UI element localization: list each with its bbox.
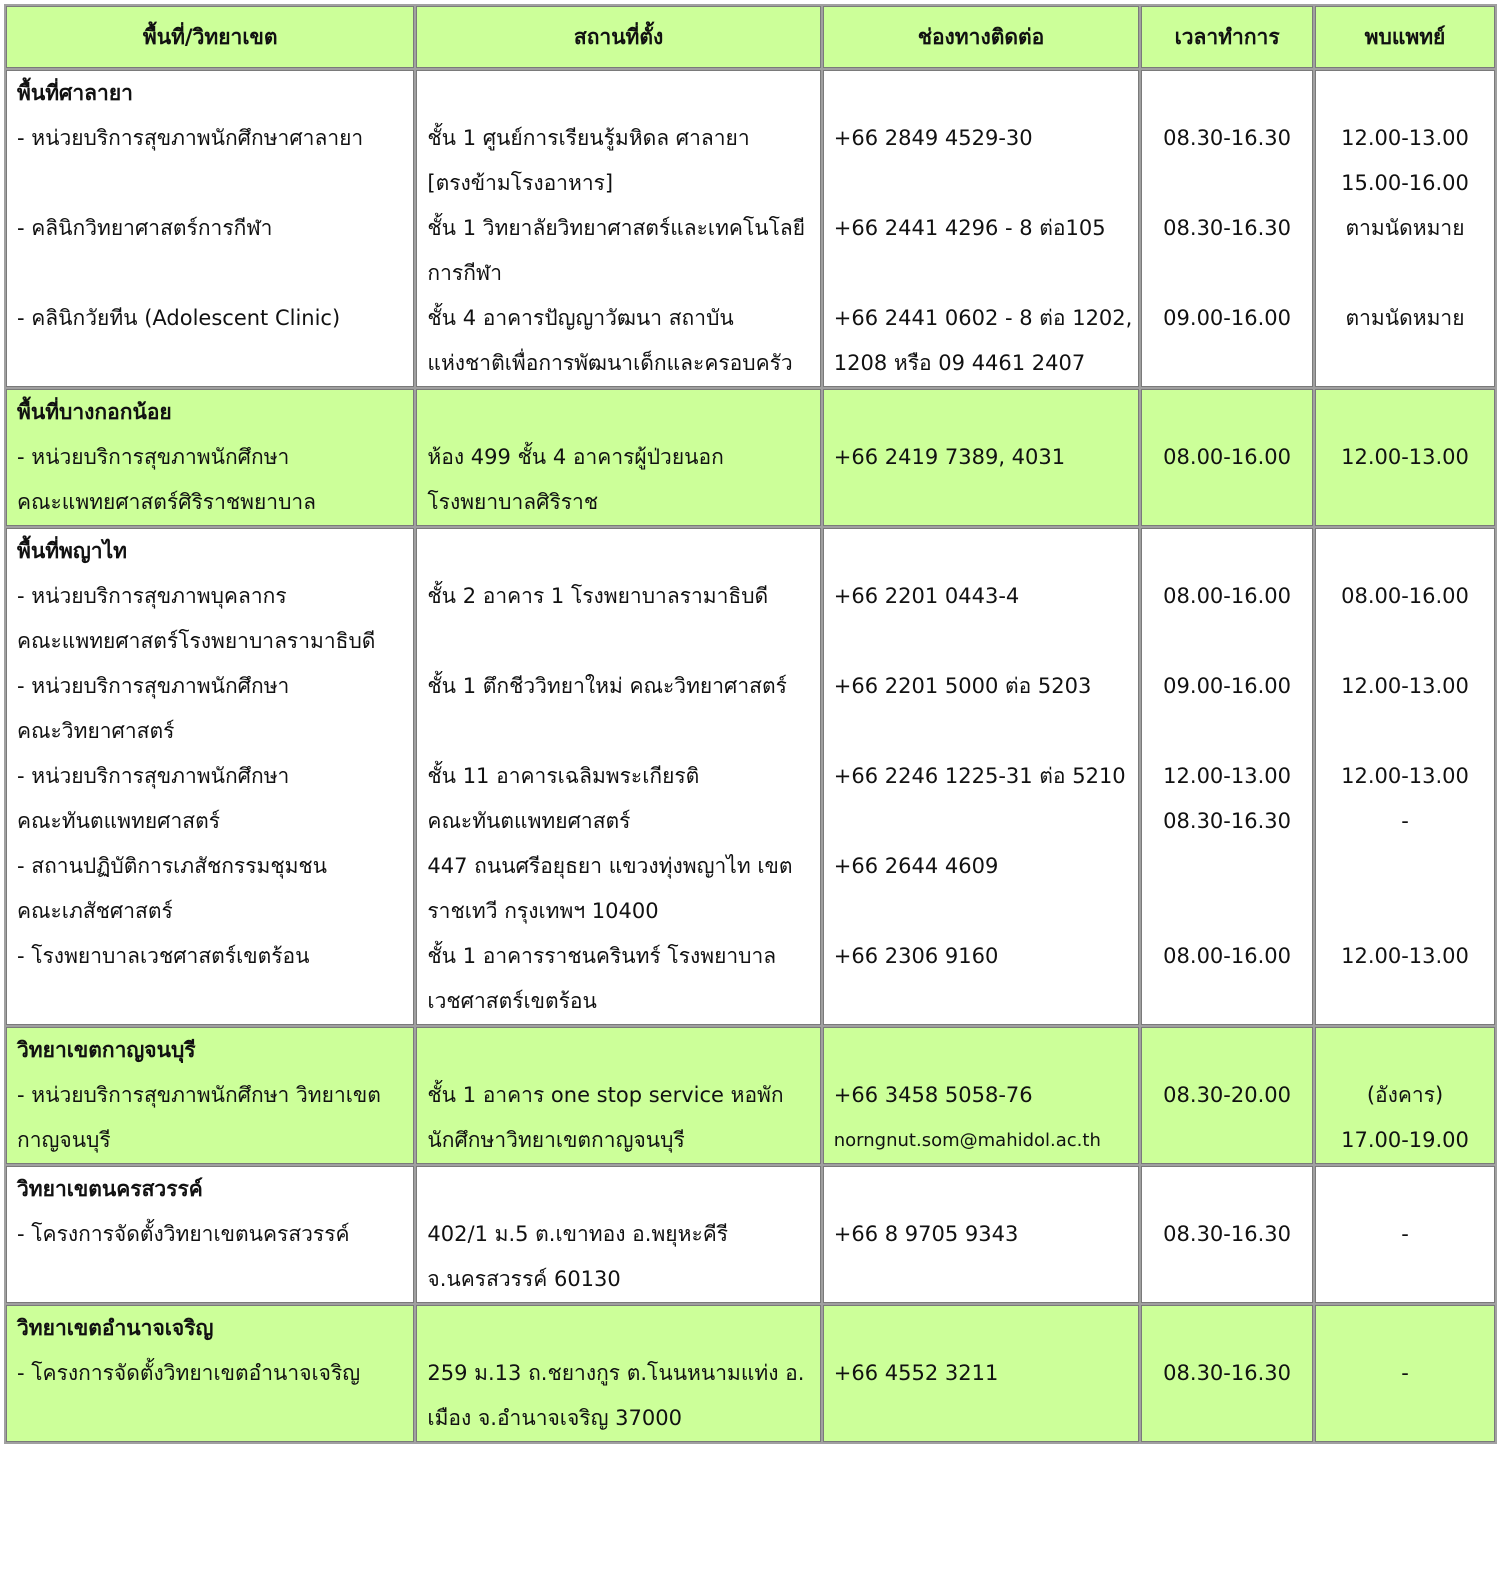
doctor-time: 12.00-13.00 [1341, 126, 1469, 150]
area-cell [6, 389, 414, 526]
doctor-time: 08.00-16.00 [1341, 584, 1469, 608]
phone-number: 1208 หรือ 09 4461 2407 [833, 351, 1086, 375]
email-address[interactable]: norngnut.som@mahidol.ac.th [833, 1130, 1101, 1151]
unit-name: - หน่วยบริการสุขภาพนักศึกษา [17, 764, 290, 788]
hours-text: 09.00-16.00 [1163, 306, 1291, 330]
location-text: ห้อง 499 ชั้น 4 อาคารผู้ป่วยนอก [427, 445, 724, 469]
table-row-amnatcharoen [6, 1305, 1495, 1442]
location-cell [416, 70, 820, 387]
doctor-time: ตามนัดหมาย [1345, 306, 1465, 330]
area-title: พื้นที่พญาไท [17, 539, 127, 563]
header-area: พื้นที่/วิทยาเขต [6, 6, 414, 68]
location-cell [416, 1166, 820, 1303]
contact-cell [823, 1027, 1139, 1164]
table-row-bangkoknoi [6, 389, 1495, 526]
unit-name: - หน่วยบริการสุขภาพนักศึกษา วิทยาเขต [17, 1083, 381, 1107]
doctor-time: 15.00-16.00 [1341, 171, 1469, 195]
hours-text: 08.30-16.30 [1163, 809, 1291, 833]
hours-text: 08.30-16.30 [1163, 126, 1291, 150]
area-title: วิทยาเขตกาญจนบุรี [17, 1038, 196, 1062]
doctor-time: (อังคาร) [1366, 1083, 1444, 1107]
header-contact: ช่องทางติดต่อ [823, 6, 1139, 68]
doctor-cell [1315, 1166, 1495, 1303]
table-row-phayathai [6, 528, 1495, 1025]
doctor-cell [1315, 528, 1495, 1025]
location-text: ชั้น 4 อาคารปัญญาวัฒนา สถาบัน [427, 306, 734, 330]
unit-name: คณะวิทยาศาสตร์ [17, 719, 175, 743]
doctor-time: - [1401, 1222, 1409, 1246]
unit-name: - โครงการจัดตั้งวิทยาเขตอำนาจเจริญ [17, 1361, 361, 1385]
location-text: 402/1 ม.5 ต.เขาทอง อ.พยุหะคีรี [427, 1222, 729, 1246]
area-title: พื้นที่ศาลายา [17, 81, 133, 105]
doctor-time: ตามนัดหมาย [1345, 216, 1465, 240]
unit-name: กาญจนบุรี [17, 1128, 111, 1152]
header-hours: เวลาทำการ [1141, 6, 1313, 68]
phone-number: +66 2849 4529-30 [833, 126, 1033, 150]
table-row-salaya [6, 70, 1495, 387]
hours-text: 09.00-16.00 [1163, 674, 1291, 698]
phone-number: +66 2201 5000 ต่อ 5203 [833, 674, 1092, 698]
hours-text: 08.00-16.00 [1163, 445, 1291, 469]
phone-number: +66 2441 0602 - 8 ต่อ 1202, [833, 306, 1133, 330]
doctor-time: 12.00-13.00 [1341, 445, 1469, 469]
contact-cell [823, 1166, 1139, 1303]
area-cell [6, 70, 414, 387]
unit-name: คณะแพทยศาสตร์โรงพยาบาลรามาธิบดี [17, 629, 376, 653]
hours-cell [1141, 70, 1313, 387]
doctor-time: 12.00-13.00 [1341, 764, 1469, 788]
location-text: 259 ม.13 ถ.ชยางกูร ต.โนนหนามแท่ง อ. [427, 1361, 805, 1385]
location-text: การกีฬา [427, 261, 503, 285]
location-cell [416, 1027, 820, 1164]
location-cell [416, 528, 820, 1025]
area-cell [6, 1027, 414, 1164]
unit-name: - หน่วยบริการสุขภาพนักศึกษาศาลายา [17, 126, 364, 150]
phone-number: +66 4552 3211 [833, 1361, 999, 1385]
doctor-time: 17.00-19.00 [1341, 1128, 1469, 1152]
location-text: เวชศาสตร์เขตร้อน [427, 989, 597, 1013]
unit-name: คณะแพทยศาสตร์ศิริราชพยาบาล [17, 490, 317, 514]
location-text: ชั้น 1 วิทยาลัยวิทยาศาสตร์และเทคโนโลยี [427, 216, 806, 240]
location-text: นักศึกษาวิทยาเขตกาญจนบุรี [427, 1128, 685, 1152]
unit-name: คณะเภสัชศาสตร์ [17, 899, 173, 923]
unit-name: - คลินิกวัยทีน (Adolescent Clinic) [17, 306, 341, 330]
table-row-kanchanaburi [6, 1027, 1495, 1164]
phone-number: +66 2246 1225-31 ต่อ 5210 [833, 764, 1126, 788]
unit-name: คณะทันตแพทยศาสตร์ [17, 809, 221, 833]
area-cell [6, 1305, 414, 1442]
hours-text: 08.30-16.30 [1163, 1361, 1291, 1385]
header-row [6, 6, 1495, 68]
phone-number: +66 8 9705 9343 [833, 1222, 1019, 1246]
unit-name: - หน่วยบริการสุขภาพบุคลากร [17, 584, 287, 608]
hours-text: 08.30-20.00 [1163, 1083, 1291, 1107]
location-text: ชั้น 1 อาคาร one stop service หอพัก [427, 1083, 784, 1107]
contact-cell [823, 70, 1139, 387]
location-text: 447 ถนนศรีอยุธยา แขวงทุ่งพญาไท เขต [427, 854, 793, 878]
hours-cell [1141, 1166, 1313, 1303]
location-cell [416, 1305, 820, 1442]
contact-cell [823, 1305, 1139, 1442]
area-title: พื้นที่บางกอกน้อย [17, 400, 172, 424]
doctor-time: - [1401, 1361, 1409, 1385]
hours-text: 08.00-16.00 [1163, 584, 1291, 608]
doctor-time: 12.00-13.00 [1341, 674, 1469, 698]
location-text: จ.นครสวรรค์ 60130 [427, 1267, 621, 1291]
unit-name: - โครงการจัดตั้งวิทยาเขตนครสวรรค์ [17, 1222, 350, 1246]
location-text: [ตรงข้ามโรงอาหาร] [427, 171, 614, 195]
doctor-time: - [1401, 809, 1409, 833]
location-text: โรงพยาบาลศิริราช [427, 490, 599, 514]
hours-cell [1141, 1305, 1313, 1442]
phone-number: +66 2441 4296 - 8 ต่อ105 [833, 216, 1106, 240]
hours-cell [1141, 1027, 1313, 1164]
location-text: ชั้น 2 อาคาร 1 โรงพยาบาลรามาธิบดี [427, 584, 769, 608]
unit-name: - โรงพยาบาลเวชศาสตร์เขตร้อน [17, 944, 310, 968]
phone-number: +66 2306 9160 [833, 944, 999, 968]
phone-number: +66 2419 7389, 4031 [833, 445, 1066, 469]
hours-text: 08.30-16.30 [1163, 1222, 1291, 1246]
location-text: ชั้น 1 อาคารราชนครินทร์ โรงพยาบาล [427, 944, 777, 968]
hours-text: 08.30-16.30 [1163, 216, 1291, 240]
contact-table [4, 4, 1497, 1444]
doctor-cell [1315, 1305, 1495, 1442]
hours-cell [1141, 389, 1313, 526]
header-doctor: พบแพทย์ [1315, 6, 1495, 68]
location-text: แห่งชาติเพื่อการพัฒนาเด็กและครอบครัว [427, 351, 793, 375]
area-cell [6, 1166, 414, 1303]
hours-text: 12.00-13.00 [1163, 764, 1291, 788]
unit-name: - สถานปฏิบัติการเภสัชกรรมชุมชน [17, 854, 328, 878]
location-text: ราชเทวี กรุงเทพฯ 10400 [427, 899, 659, 923]
location-text: คณะทันตแพทยศาสตร์ [427, 809, 631, 833]
area-cell [6, 528, 414, 1025]
doctor-time: 12.00-13.00 [1341, 944, 1469, 968]
contact-cell [823, 528, 1139, 1025]
phone-number: +66 3458 5058-76 [833, 1083, 1033, 1107]
header-location: สถานที่ตั้ง [416, 6, 820, 68]
contact-cell [823, 389, 1139, 526]
location-text: ชั้น 1 ตึกชีววิทยาใหม่ คณะวิทยาศาสตร์ [427, 674, 787, 698]
doctor-cell [1315, 1027, 1495, 1164]
location-text: ชั้น 1 ศูนย์การเรียนรู้มหิดล ศาลายา [427, 126, 750, 150]
area-title: วิทยาเขตอำนาจเจริญ [17, 1316, 214, 1340]
unit-name: - คลินิกวิทยาศาสตร์การกีฬา [17, 216, 273, 240]
doctor-cell [1315, 389, 1495, 526]
phone-number: +66 2644 4609 [833, 854, 999, 878]
location-cell [416, 389, 820, 526]
unit-name: - หน่วยบริการสุขภาพนักศึกษา [17, 674, 290, 698]
hours-cell [1141, 528, 1313, 1025]
phone-number: +66 2201 0443-4 [833, 584, 1020, 608]
location-text: เมือง จ.อำนาจเจริญ 37000 [427, 1406, 682, 1430]
location-text: ชั้น 11 อาคารเฉลิมพระเกียรติ [427, 764, 700, 788]
hours-text: 08.00-16.00 [1163, 944, 1291, 968]
area-title: วิทยาเขตนครสวรรค์ [17, 1177, 203, 1201]
unit-name: - หน่วยบริการสุขภาพนักศึกษา [17, 445, 290, 469]
table-row-nakhonsawan [6, 1166, 1495, 1303]
doctor-cell [1315, 70, 1495, 387]
